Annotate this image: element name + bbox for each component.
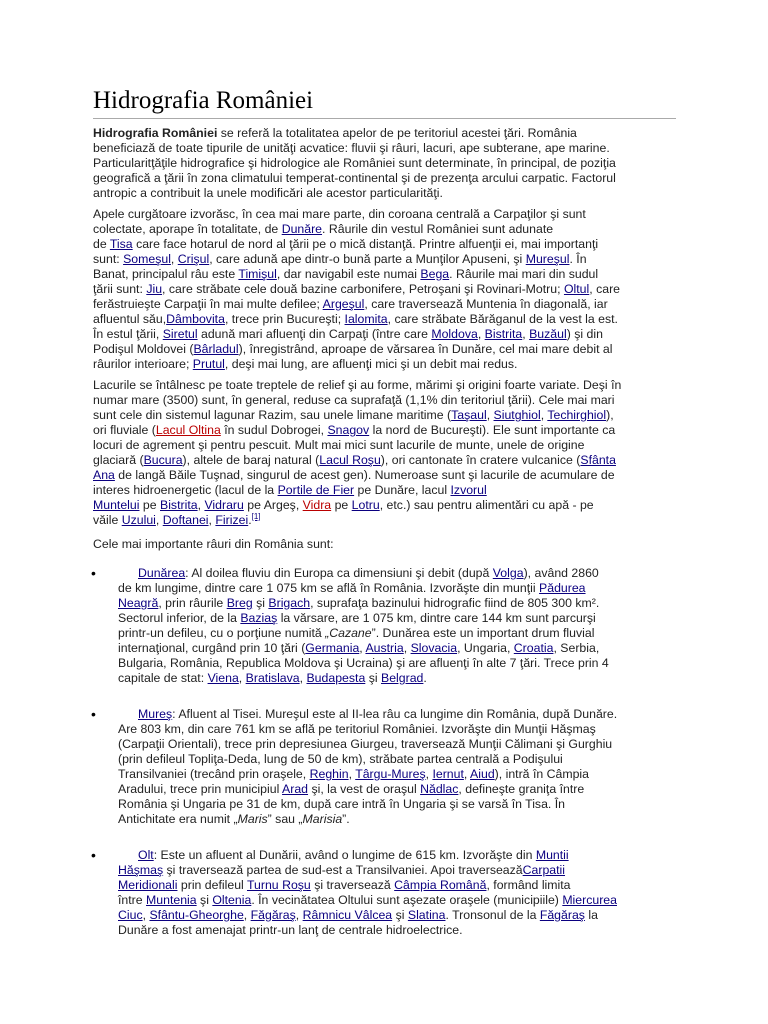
- link-campia-romana[interactable]: Câmpia Română: [394, 878, 487, 892]
- link-croatia[interactable]: Croatia: [513, 641, 554, 655]
- link-oltenia[interactable]: Oltenia: [212, 893, 252, 907]
- link-fagaras-2[interactable]: Făgăraş: [539, 908, 585, 922]
- link-firizei[interactable]: Firizei: [215, 513, 249, 527]
- list-item: • Olt: Este un afluent al Dunării, având o lungime de 615 km. Izvorăşte din Muntii Hăşmaş şi traversează partea de sud-est a Transilvaniei. Apoi traverseazăCarpatii Meridionali prin defileul Turnu Roşu şi traversează Câmpia Română, formând limita între Muntenia şi Oltenia. În vecinătatea Oltului sunt aşezate oraşele (municipiile) Miercurea Ciuc, Sfântu-Gheorghe, Făgăraş, Râmnicu Vâlcea şi Slatina. Tronsonul de la Făgăraş la Dunăre a fost amenajat printr-un lanţ de centrale hidroelectrice.: [91, 847, 617, 937]
- link-iernut[interactable]: Iernut: [432, 767, 464, 781]
- link-carpatii-meridionali[interactable]: Carpatii: [522, 863, 566, 877]
- link-vidraru[interactable]: Vidraru: [204, 498, 244, 512]
- link-crisul[interactable]: Crişul: [177, 252, 210, 266]
- link-miercurea-ciuc[interactable]: Miercurea: [562, 893, 617, 907]
- link-padurea-neagra-cont[interactable]: Neagră: [118, 596, 159, 610]
- link-austria[interactable]: Austria: [365, 641, 404, 655]
- link-jiu[interactable]: Jiu: [146, 282, 163, 296]
- link-miercurea-ciuc-cont[interactable]: Ciuc: [118, 908, 143, 922]
- link-ramnicu-valcea[interactable]: Râmnicu Vâlcea: [302, 908, 393, 922]
- link-vidra[interactable]: Vidra: [302, 498, 332, 512]
- link-argesul[interactable]: Argeşul: [322, 297, 365, 311]
- link-ialomita[interactable]: Ialomita: [344, 312, 388, 326]
- title-divider: [93, 118, 676, 119]
- link-uzului[interactable]: Uzului: [121, 513, 156, 527]
- link-breg[interactable]: Breg: [226, 596, 253, 610]
- bullet-icon: •: [91, 847, 96, 863]
- link-prutul[interactable]: Prutul: [192, 357, 225, 371]
- link-slovacia[interactable]: Slovacia: [410, 641, 458, 655]
- list-item: • Dunărea: Al doilea fluviu din Europa ca dimensiuni şi debit (după Volga), având 2860 de km lungime, dintre care 1 075 km se află în România. Izvorăşte din munţii Pădurea Neagră, prin râurile Breg şi Brigach, suprafaţa bazinului hidrografic fiind de 805 300 km². Sectorul inferior, de la Baziaş la vărsare, are 1 075 km, dintre care 144 km sunt parcurşi printr-un defileu, cu o porţiune numită „Cazane”. Dunărea este un important drum fluvial internaţional, curgând prin 10 ţări (Germania, Austria, Slovacia, Ungaria, Croatia, Serbia, Bulgaria, România, Republica Moldova şi Ucraina) şi are afluenţi în alte 7 ţări. Trece prin 4 capitale de stat: Viena, Bratislava, Budapesta şi Belgrad.: [91, 565, 609, 685]
- rivers-intro: Cele mai importante râuri din România sunt:: [93, 537, 334, 551]
- link-muntenia[interactable]: Muntenia: [146, 893, 197, 907]
- link-lacul-rosu[interactable]: Lacul Roşu: [319, 453, 381, 467]
- link-snagov[interactable]: Snagov: [327, 423, 370, 437]
- link-tisa[interactable]: Tisa: [109, 237, 133, 251]
- link-izvorul-muntelui[interactable]: Izvorul: [450, 483, 487, 497]
- link-bratislava[interactable]: Bratislava: [245, 671, 300, 685]
- link-mures[interactable]: Mureş: [138, 707, 173, 721]
- link-brigach[interactable]: Brigach: [268, 596, 311, 610]
- link-turnu-rosu[interactable]: Turnu Roşu: [246, 878, 311, 892]
- link-sfanta-ana[interactable]: Sfânta: [580, 453, 616, 467]
- link-olt[interactable]: Olt: [138, 848, 154, 862]
- link-siutghiol[interactable]: Siutghiol: [493, 408, 541, 422]
- link-arad[interactable]: Arad: [282, 782, 309, 796]
- link-muresul[interactable]: Mureşul: [525, 252, 570, 266]
- link-portile-de-fier[interactable]: Portile de Fier: [277, 483, 355, 497]
- link-budapesta[interactable]: Budapesta: [306, 671, 366, 685]
- link-bistrita[interactable]: Bistrita: [484, 327, 523, 341]
- link-dambovita[interactable]: Dâmbovita: [166, 312, 225, 326]
- link-baziasi[interactable]: Baziaş: [240, 611, 278, 625]
- link-dunare[interactable]: Dunăre: [281, 222, 323, 236]
- rivers-paragraph: Apele curgătoare izvorăsc, în cea mai mare parte, din coroana centrală a Carpaţilor şi sunt colectate, aporape în totalitate, de Dunăre. Râurile din vestul României sunt adunate de Tisa care face hotarul de nord al ţării pe o mică distanţă. Printre alfuenţii ei, mai importanţi sunt: Someşul, Crişul, care adună ape dintr-o bună parte a Munţilor Apuseni, şi Mureşul. În Banat, principalul râu este Timişul, dar navigabil este numai Bega. Râurile mai mari din sudul ţării sunt: Jiu, care străbate cele două bazine carbonifere, Petroşani şi Rovinari-Motru; Oltul, care ferăstruieşte Carpaţii în mai multe defilee; Argeşul, care traversează Muntenia în diagonală, iar afluentul său,Dâmbovita, trece prin Bucureşti; Ialomita, care străbate Bărăganul de la vest la est. În estul ţării, Siretul adună mari afluenţi din Carpaţi (între care Moldova, Bistrita, Buzăul) şi din Podişul Moldovei (Bârladul), înregistrând, aproape de vărsarea în Dunăre, cel mai mare debit al râurilor interioare; Prutul, deşi mai lung, are afluenţi mici şi un debit mai redus.: [93, 207, 621, 371]
- bullet-icon: •: [91, 706, 96, 722]
- link-sfanta-ana-cont[interactable]: Ana: [93, 468, 115, 482]
- bold-lead: Hidrografia României: [93, 126, 218, 140]
- link-muntii-hasmas[interactable]: Muntii: [535, 848, 569, 862]
- intro-paragraph: Hidrografia României se referă la totalitatea apelor de pe teritoriul acestei ţări. România beneficiază de toate tipurile de unităţi acvatice: fluvii şi râuri, lacuri, ape subterane, ape marine. Particularitţăţile hidrografice şi hidrologice ale României sunt determinate, în principal, de poziţia geografică a ţării în zona climatului temperat-continental şi de prezenţa arcului carpatic. Factorul antropic a contribuit la unele modificări ale acestor particularităţi.: [93, 126, 616, 200]
- link-targu-mures[interactable]: Târgu-Mureş: [355, 767, 426, 781]
- link-germania[interactable]: Germania: [305, 641, 360, 655]
- list-item: • Mureş: Afluent al Tisei. Mureşul este al II-lea râu ca lungime din România, după Dunăre. Are 803 km, din care 761 km se află pe teritoriul României. Izvorăşte din Munţii Hăşmaş (Carpaţii Orientali), trece prin depresiunea Giurgeu, traversează Munţii Călimani şi Gurghiu (prin defileul Topliţa-Deda, lung de 50 de km), străbate partea centrală a Podişului Transilvaniei (trecând prin oraşele, Reghin, Târgu-Mureş, Iernut, Aiud), intră în Câmpia Aradului, trece prin municipiul Arad şi, la vest de oraşul Nădlac, defineşte graniţa între România şi Ungaria pe 31 de km, după care intră în Ungaria şi se varsă în Tisa. În Antichitate era numit „Maris” sau „Marisia”.: [91, 706, 618, 826]
- link-somesul[interactable]: Someşul: [123, 252, 171, 266]
- link-muntii-hasmas-cont[interactable]: Hăşmaş: [118, 863, 164, 877]
- link-bucura[interactable]: Bucura: [143, 453, 183, 467]
- link-barladul[interactable]: Bârladul: [193, 342, 239, 356]
- link-aiud[interactable]: Aiud: [470, 767, 495, 781]
- link-reghin[interactable]: Reghin: [309, 767, 349, 781]
- link-bega[interactable]: Bega: [420, 267, 450, 281]
- link-nadlac[interactable]: Nădlac: [420, 782, 459, 796]
- article-body: [93, 126, 681, 938]
- link-volga[interactable]: Volga: [492, 566, 524, 580]
- link-sfantu-gheorghe[interactable]: Sfântu-Gheorghe: [149, 908, 244, 922]
- link-lacul-oltina[interactable]: Lacul Oltina: [155, 423, 221, 437]
- link-viena[interactable]: Viena: [207, 671, 239, 685]
- lakes-paragraph: Lacurile se întâlnesc pe toate treptele de relief şi au forme, mărimi şi origini foarte variate. Deşi în numar mare (3500) sunt, în general, reduse ca suprafaţă (1,1% din teritoriul ţării). Cele mai mari sunt cele din sistemul lagunar Razim, sau unele limane maritime (Taşaul, Siutghiol, Techirghiol), ori fluviale (Lacul Oltina în sudul Dobrogei, Snagov la nord de Bucureşti). Ele sunt importante ca locuri de agrement şi pentru pescuit. Mult mai mici sunt lacurile de munte, unele de origine glaciară (Bucura), altele de baraj natural (Lacul Roşu), ori cantonate în cratere vulcanice (Sfânta Ana de langă Băile Tuşnad, singurul de acest gen). Numeroase sunt şi lacurile de acumulare de interes hidroenergetic (lacul de la Portile de Fier pe Dunăre, lacul Izvorul Muntelui pe Bistrita, Vidraru pe Argeş, Vidra pe Lotru, etc.) sau pentru alimentări cu apă - pe văile Uzului, Doftanei, Firizei.[1]: [93, 378, 622, 527]
- link-fagaras[interactable]: Făgăraş: [250, 908, 296, 922]
- link-timisul[interactable]: Timişul: [238, 267, 277, 281]
- link-tasaul[interactable]: Taşaul: [451, 408, 487, 422]
- link-dunarea[interactable]: Dunărea: [138, 566, 186, 580]
- link-doftanei[interactable]: Doftanei: [162, 513, 209, 527]
- link-bistrita-2[interactable]: Bistrita: [160, 498, 198, 512]
- link-izvorul-muntelui-cont[interactable]: Muntelui: [93, 498, 140, 512]
- rivers-list: [93, 566, 681, 938]
- link-oltul[interactable]: Oltul: [563, 282, 590, 296]
- reference-link[interactable]: [1]: [251, 511, 261, 521]
- link-slatina[interactable]: Slatina: [407, 908, 446, 922]
- link-lotru[interactable]: Lotru: [351, 498, 380, 512]
- page-title: Hidrografia României: [93, 87, 314, 114]
- link-buzaul[interactable]: Buzăul: [529, 327, 567, 341]
- link-padurea-neagra[interactable]: Pădurea: [539, 581, 586, 595]
- link-belgrad[interactable]: Belgrad: [381, 671, 424, 685]
- link-siretul[interactable]: Siretul: [162, 327, 198, 341]
- link-techirghiol[interactable]: Techirghiol: [547, 408, 607, 422]
- bullet-icon: •: [91, 565, 96, 581]
- link-carpatii-meridionali-cont[interactable]: Meridionali: [118, 878, 178, 892]
- link-moldova[interactable]: Moldova: [431, 327, 478, 341]
